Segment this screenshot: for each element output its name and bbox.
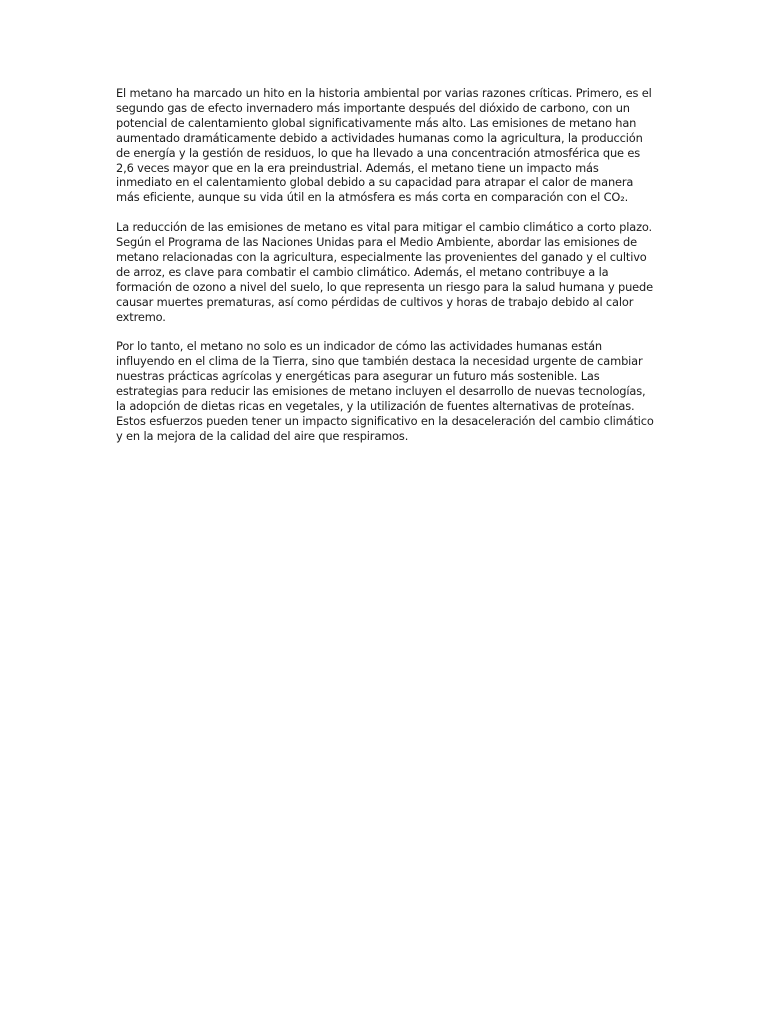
document-body xyxy=(116,86,654,459)
paragraph-2: La reducción de las emisiones de metano es vital para mitigar el cambio climático a corto plazo. Según el Programa de las Naciones Unidas para el Medio Ambiente, abordar las emisiones de metano relacionadas con la agricultura, especialmente las provenientes del ganado y el cultivo de arroz, es clave para combatir el cambio climático. Además, el metano contribuye a la formación de ozono a nivel del suelo, lo que representa un riesgo para la salud humana y puede causar muertes prematuras, así como pérdidas de cultivos y horas de trabajo debido al calor extremo. xyxy=(116,220,653,324)
paragraph-1: El metano ha marcado un hito en la historia ambiental por varias razones críticas. Primero, es el segundo gas de efecto invernadero más importante después del dióxido de carbono, con un potencial de calentamiento global significativamente más alto. Las emisiones de metano han aumentado dramáticamente debido a actividades humanas como la agricultura, la producción de energía y la gestión de residuos, lo que ha llevado a una concentración atmosférica que es 2,6 veces mayor que en la era preindustrial. Además, el metano tiene un impacto más inmediato en el calentamiento global debido a su capacidad para atrapar el calor de manera más eficiente, aunque su vida útil en la atmósfera es más corta en comparación con el CO₂. xyxy=(116,86,652,205)
paragraph-3: Por lo tanto, el metano no solo es un indicador de cómo las actividades humanas están influyendo en el clima de la Tierra, sino que también destaca la necesidad urgente de cambiar nuestras prácticas agrícolas y energéticas para asegurar un futuro más sostenible. Las estrategias para reducir las emisiones de metano incluyen el desarrollo de nuevas tecnologías, la adopción de dietas ricas en vegetales, y la utilización de fuentes alternativas de proteínas. Estos esfuerzos pueden tener un impacto significativo en la desaceleración del cambio climático y en la mejora de la calidad del aire que respiramos. xyxy=(116,339,654,443)
